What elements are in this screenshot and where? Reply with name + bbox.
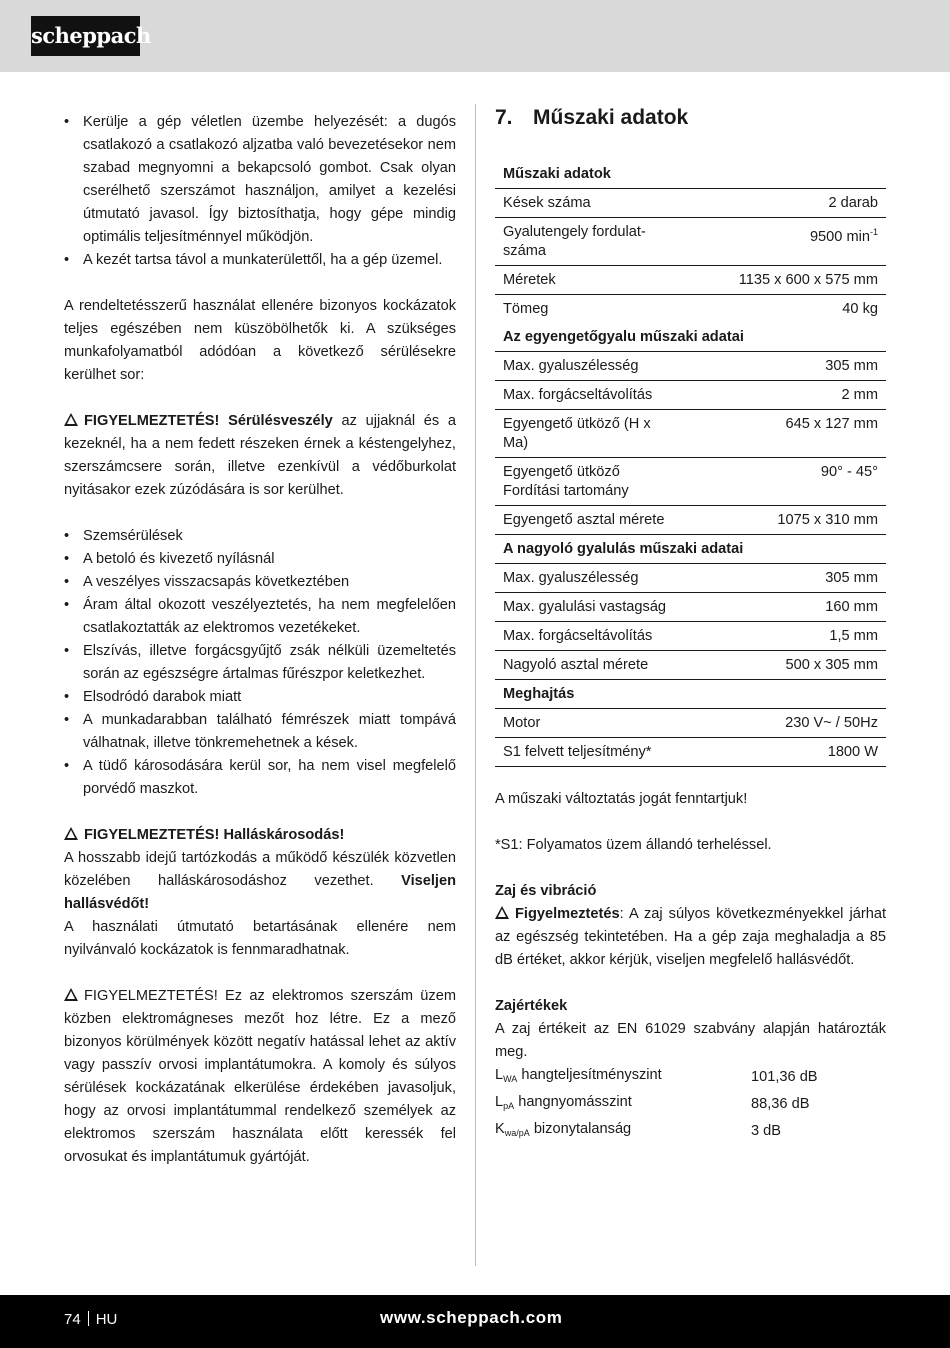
noise-label: $K_{wa/pA}$ bizonytalanság	[495, 1121, 632, 1138]
emf-warning: FIGYELMEZTETÉS! Ez az elektromos szerszám üzem közben elektromágneses mezőt hoz létre. Ez a mező bizonyos körülmények között negatív hatással lehet az aktív vagy passzív orvosi implantátumokra. A komoly és súlyos sérülések kockázatának elkerülése érdekében javasoljuk, hogy az orvosi implantátummal rendelkező személyek az elektromos szerszám használata előtt keressék fel orvosukat és implantátumuk gyártóját.	[64, 988, 456, 1165]
row-label: Motor	[495, 709, 681, 738]
warning-triangle-icon	[495, 906, 509, 919]
list-item: • A veszélyes visszacsapás következtében	[64, 571, 456, 594]
section-title: 7. Műszaki adatok	[495, 106, 689, 129]
injury-warning: FIGYELMEZTETÉS! Sérülésveszély az ujjaknál és a kezeknél, ha a nem fedett részeken érnek a késtengelyhez, szerszámcsere során, illetve ezenkívül a védőburkolat nyitásakor ezek zúzódására is sor kerülhet.	[64, 413, 456, 498]
list-item: • Szemsérülések	[64, 525, 456, 548]
warning-triangle-icon	[64, 988, 78, 1001]
table-row	[495, 709, 886, 738]
injury-list	[64, 525, 456, 801]
noise-label: $L_{pA}$ hangnyomásszint	[495, 1094, 632, 1111]
row-label: Max. forgácseltávolítás	[495, 622, 681, 651]
table-row	[495, 458, 886, 506]
row-label: Méretek	[495, 266, 681, 295]
list-item: • Elsodródó darabok miatt	[64, 686, 456, 709]
page-footer	[0, 1295, 950, 1348]
noise-value: 101,36 dB	[751, 1069, 818, 1085]
noise-value: 88,36 dB	[751, 1096, 810, 1112]
row-label: Tömeg	[503, 301, 549, 317]
table-row	[495, 1091, 818, 1118]
technical-data-table	[495, 160, 886, 767]
noise-values-heading: Zajértékek	[495, 998, 568, 1014]
table-row	[495, 651, 886, 680]
list-item: • A tüdő károsodására kerül sor, ha nem visel megfelelő porvédő maszkot.	[64, 755, 456, 801]
s1-footnote: *S1: Folyamatos üzem állandó terheléssel.	[495, 837, 772, 853]
row-label: Egyengető asztal mérete	[495, 506, 681, 535]
row-value: 230 V~ / 50Hz	[681, 709, 886, 738]
row-value: 1135 x 600 x 575 mm	[681, 266, 886, 295]
left-column	[64, 111, 456, 1169]
row-value: 1800 W	[681, 738, 886, 767]
row-label: Gyalutengely fordulat-száma	[495, 218, 681, 266]
noise-values-text: A zaj értékeit az EN 61029 szabvány alapján határozták meg.	[495, 1021, 886, 1060]
table-subheading-row	[495, 535, 886, 564]
row-value: 305 mm	[681, 352, 886, 381]
warning-triangle-icon	[64, 413, 78, 426]
table-subheading: Az egyengetőgyalu műszaki adatai	[495, 323, 886, 352]
table-subheading: Meghajtás	[495, 680, 886, 709]
website-link[interactable]: www.scheppach.com	[380, 1308, 563, 1327]
scheppach-logo: scheppach	[31, 16, 140, 56]
page-number: 74 HU	[64, 1311, 118, 1328]
noise-label: $L_{WA}$ hangteljesítményszint	[495, 1067, 662, 1084]
row-label: Egyengető ütköző (H x Ma)	[495, 410, 681, 458]
row-label: Max. gyalulási vastagság	[495, 593, 681, 622]
row-label: Kések száma	[495, 189, 681, 218]
table-row	[495, 381, 886, 410]
table-subheading-row	[495, 323, 886, 352]
row-value: 2 mm	[681, 381, 886, 410]
noise-warning: Figyelmeztetés: A zaj súlyos következményekkel járhat az egészség tekintetében. Ha a gép zaja meghaladja a 85 dB értéket, akkor kérjük, viseljen megfelelő hallásvédőt.	[495, 906, 886, 968]
list-item: • A kezét tartsa távol a munkaterülettől, ha a gép üzemel.	[64, 249, 456, 272]
row-label: Nagyoló asztal mérete	[495, 651, 681, 680]
row-label: Egyengető ütköző Fordítási tartomány	[495, 458, 681, 506]
column-divider	[475, 104, 476, 1266]
hearing-warning: FIGYELMEZTETÉS! Halláskárosodás! A hosszabb idejű tartózkodás a működő készülék közvetlen közelében halláskárosodáshoz vezethet. Viseljen hallásvédőt! A használati útmutató betartásának ellenére nem nyilvánvaló kockázatok is fennmaradhatnak.	[64, 827, 456, 958]
table-row	[495, 738, 886, 767]
table-row	[495, 1118, 818, 1145]
noise-value: 3 dB	[751, 1123, 782, 1139]
warning-triangle-icon	[64, 827, 78, 840]
table-row	[495, 593, 886, 622]
table-row	[495, 506, 886, 535]
table-row	[495, 410, 886, 458]
row-value: 305 mm	[681, 564, 886, 593]
table-subheading-row	[495, 680, 886, 709]
table-row	[495, 189, 886, 218]
list-item: • A betoló és kivezető nyílásnál	[64, 548, 456, 571]
table-row	[495, 1064, 818, 1091]
row-label: Max. gyaluszélesség	[495, 564, 681, 593]
change-notice: A műszaki változtatás jogát fenntartjuk!	[495, 791, 748, 807]
table-row	[495, 352, 886, 381]
table-row	[495, 622, 886, 651]
table-row	[495, 295, 886, 324]
row-value: 1075 x 310 mm	[681, 506, 886, 535]
row-value: 90° - 45°	[681, 458, 886, 506]
row-value: 40 kg	[842, 301, 878, 317]
row-label: Max. gyaluszélesség	[495, 352, 681, 381]
list-item: • Elszívás, illetve forgácsgyűjtő zsák nélküli üzemeltetés során az egészségre ártalmas fűrészpor keletkezhet.	[64, 640, 456, 686]
list-item: • A munkadarabban található fémrészek miatt tompává válhatnak, illetve tönkremehetnek a kések.	[64, 709, 456, 755]
list-item: • Áram által okozott veszélyeztetés, ha nem megfelelően csatlakoztatták az elektromos vezetékeket.	[64, 594, 456, 640]
table-subheading: A nagyoló gyalulás műszaki adatai	[495, 535, 886, 564]
table-row	[495, 564, 886, 593]
residual-risk-paragraph: A rendeltetésszerű használat ellenére bizonyos kockázatok teljes egészében nem küszöbölhetők ki. A szükséges munkafolyamatból adódóan a következő sérülésekre kerülhet sor:	[64, 298, 456, 383]
page-header	[0, 0, 950, 72]
row-value: 645 x 127 mm	[681, 410, 886, 458]
row-value: 160 mm	[681, 593, 886, 622]
row-label: S1 felvett teljesítmény*	[495, 738, 681, 767]
table-heading-row	[495, 160, 886, 189]
table-row	[495, 218, 886, 266]
row-value: 1,5 mm	[681, 622, 886, 651]
row-value: 500 x 305 mm	[681, 651, 886, 680]
safety-bullet-list	[64, 111, 456, 272]
row-value: 9500 $\min^{-1}$	[681, 218, 886, 266]
footer-separator	[88, 1311, 89, 1326]
table-heading: Műszaki adatok	[495, 160, 886, 189]
right-column-notes	[495, 788, 886, 1145]
list-item: • Kerülje a gép véletlen üzembe helyezését: a dugós csatlakozó a csatlakozó aljzatba való bevezetésekor nem szabad megnyomni a bekapcsoló gombot. Csak olyan cserélhető szerszámot használjon, amilyet a kezelési útmutató javasol. Így biztosíthatja, hogy gépe mindig optimális teljesítménnyel működjön.	[64, 111, 456, 249]
row-value: 2 darab	[681, 189, 886, 218]
noise-values-table	[495, 1064, 818, 1145]
noise-heading: Zaj és vibráció	[495, 883, 597, 899]
table-row	[495, 266, 886, 295]
row-label: Max. forgácseltávolítás	[495, 381, 681, 410]
